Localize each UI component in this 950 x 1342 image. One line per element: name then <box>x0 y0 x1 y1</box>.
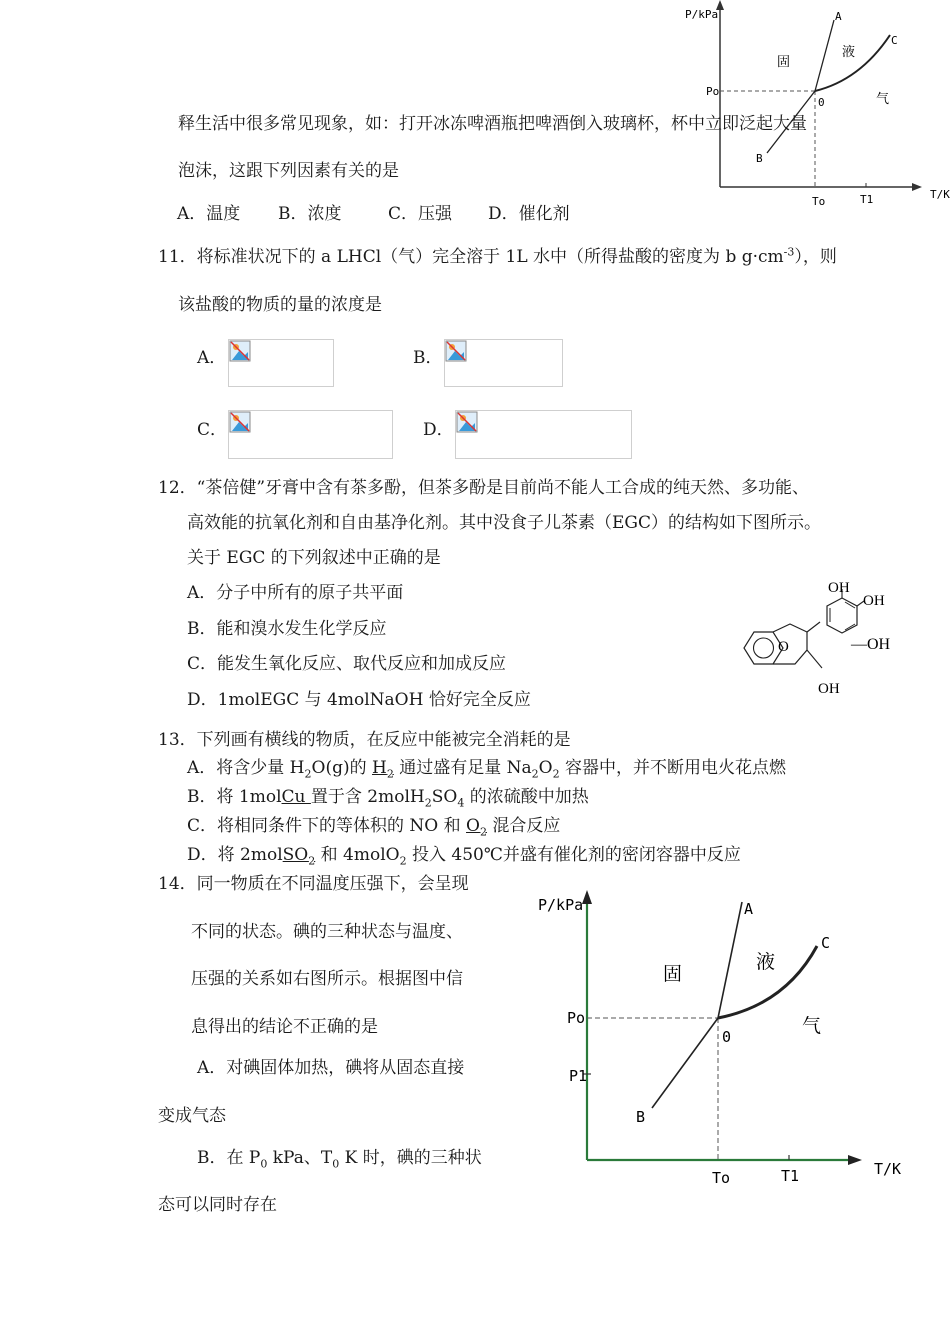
egc-structure-diagram <box>728 570 928 700</box>
q11-option-c-label: C． <box>197 420 228 440</box>
q14-line-4: 息得出的结论不正确的是 <box>191 1017 378 1037</box>
q12-line-1: 12．“茶倍健”牙膏中含有茶多酚，但茶多酚是目前尚不能人工合成的纯天然、多功能、 <box>158 478 810 498</box>
q13-option-a <box>187 758 787 781</box>
text: O <box>466 816 480 836</box>
y-axis-label: P/kPa <box>685 8 719 21</box>
subscript: 2 <box>531 767 539 781</box>
text: kPa、T <box>267 1148 333 1168</box>
text: D．将 2mol <box>187 845 283 865</box>
label-b: B <box>756 152 763 165</box>
q13-option-c <box>187 816 561 839</box>
q11-option-b-image <box>444 339 563 387</box>
subscript: 2 <box>552 767 560 781</box>
region-solid: 固 <box>663 963 683 985</box>
q14-line-3: 压强的关系如右图所示。根据图中信 <box>191 969 463 989</box>
q11-option-c-image <box>228 410 393 459</box>
q14-option-a-line-2: 变成气态 <box>158 1106 226 1126</box>
label-c: C <box>821 934 831 952</box>
label-o: 0 <box>722 1028 732 1046</box>
q14-line-1: 14．同一物质在不同温度压强下，会呈现 <box>158 874 469 894</box>
text: 容器中，并不断用电火花点燃 <box>559 758 787 778</box>
subscript: 2 <box>424 796 432 810</box>
q12-line-3: 关于 EGC 的下列叙述中正确的是 <box>187 548 441 568</box>
q10-option-a: A．温度 <box>177 204 241 224</box>
q12-option-c: C．能发生氧化反应、取代反应和加成反应 <box>187 654 507 674</box>
q11-line-1-end: ），则 <box>794 247 837 267</box>
text: C．将相同条件下的等体积的 NO 和 <box>187 816 467 836</box>
q12-line-2: 高效能的抗氧化剂和自由基净化剂。其中没食子儿茶素（EGC）的结构如下图所示。 <box>187 513 821 533</box>
q11-option-b-label: B． <box>413 348 443 368</box>
q11-line-1 <box>158 245 837 267</box>
underlined-h2 <box>372 758 394 781</box>
subscript: 0 <box>332 1157 340 1171</box>
region-solid: 固 <box>777 55 791 70</box>
q11-option-a-label: A． <box>197 348 227 368</box>
subscript: 2 <box>386 767 394 781</box>
text: A．将含少量 H <box>187 758 305 778</box>
q13-option-b <box>187 787 589 810</box>
q14-line-2: 不同的状态。碘的三种状态与温度、 <box>191 922 463 942</box>
q13-stem: 13．下列画有横线的物质，在反应中能被完全消耗的是 <box>158 730 571 750</box>
q10-option-d: D．催化剂 <box>488 204 570 224</box>
subscript: 4 <box>457 796 465 810</box>
q12-option-b: B．能和溴水发生化学反应 <box>187 619 387 639</box>
label-a: A <box>835 10 842 23</box>
oh-right-label: —OH <box>851 636 891 653</box>
oh-top-label: OH <box>828 580 850 596</box>
x-axis-label: T/K <box>930 188 950 201</box>
q12-option-d: D．1molEGC 与 4molNaOH 恰好完全反应 <box>187 690 531 710</box>
q11-line-1-text: 11．将标准状况下的 a LHCl（气）完全溶于 1L 水中（所得盐酸的密度为 b g·cm <box>158 247 784 267</box>
label-c: C <box>891 34 898 47</box>
text: O(g)的 <box>311 758 373 778</box>
subscript: 2 <box>304 767 312 781</box>
label-a: A <box>744 900 754 918</box>
label-t0: To <box>812 195 826 208</box>
y-axis-label: P/kPa <box>538 896 584 914</box>
text: SO <box>431 787 458 807</box>
region-gas: 气 <box>876 92 890 107</box>
text: B．将 1mol <box>187 787 282 807</box>
x-axis-label: T/K <box>874 1160 902 1178</box>
q14-option-b-line-2: 态可以同时存在 <box>158 1195 277 1215</box>
broken-image-icon <box>229 411 251 433</box>
oh-right-top-label: OH <box>863 593 885 609</box>
q10-option-c: C．压强 <box>388 204 453 224</box>
q11-option-a-image <box>228 339 334 387</box>
text: 置于含 2molH <box>310 787 425 807</box>
label-p1: P1 <box>569 1067 588 1085</box>
text: 混合反应 <box>486 816 561 836</box>
region-gas: 气 <box>802 1015 822 1037</box>
q10-line-1: 释生活中很多常见现象，如：打开冰冻啤酒瓶把啤酒倒入玻璃杯，杯中立即泛起大量 <box>178 114 807 134</box>
q13-option-d <box>187 845 741 868</box>
region-liquid: 液 <box>756 951 776 973</box>
text: B．在 P <box>197 1148 261 1168</box>
q11-option-d-image <box>455 410 632 459</box>
text: H <box>372 758 387 778</box>
broken-image-icon <box>445 340 467 362</box>
label-b: B <box>636 1108 646 1126</box>
text: 通过盛有足量 Na <box>393 758 532 778</box>
subscript: 0 <box>260 1157 268 1171</box>
subscript: 2 <box>479 825 487 839</box>
text: 投入 450℃并盛有催化剂的密闭容器中反应 <box>406 845 741 865</box>
q11-superscript: -3 <box>783 245 795 259</box>
q14-option-a-line-1: A．对碘固体加热，碘将从固态直接 <box>197 1058 465 1078</box>
text: SO <box>282 845 309 865</box>
region-liquid: 液 <box>842 45 856 60</box>
subscript: 2 <box>308 854 316 868</box>
q14-option-b-line-1 <box>197 1148 482 1171</box>
label-t0: To <box>712 1169 731 1187</box>
text: 和 4molO <box>315 845 400 865</box>
oh-bottom-label: OH <box>818 681 840 697</box>
phase-diagram-small <box>675 0 950 215</box>
q11-line-2: 该盐酸的物质的量的浓度是 <box>178 295 382 315</box>
label-p0: Po <box>567 1009 586 1027</box>
text: K 时，碘的三种状 <box>339 1148 482 1168</box>
text: 的浓硫酸中加热 <box>464 787 589 807</box>
label-t1: T1 <box>860 193 874 206</box>
text: O <box>538 758 553 778</box>
underlined-o2 <box>466 816 487 839</box>
label-t1: T1 <box>781 1167 800 1185</box>
label-o: 0 <box>818 96 825 109</box>
ring-oxygen-label: O <box>778 639 789 655</box>
broken-image-icon <box>229 340 251 362</box>
broken-image-icon <box>456 411 478 433</box>
underlined-so2 <box>282 845 316 868</box>
label-p0: Po <box>706 85 720 98</box>
q10-option-b: B．浓度 <box>278 204 342 224</box>
underlined-cu: Cu <box>281 787 311 807</box>
q12-option-a: A．分子中所有的原子共平面 <box>187 583 404 603</box>
subscript: 2 <box>399 854 407 868</box>
phase-diagram-large <box>530 885 910 1195</box>
q10-line-2: 泡沫，这跟下列因素有关的是 <box>178 161 399 181</box>
q11-option-d-label: D． <box>423 420 454 440</box>
